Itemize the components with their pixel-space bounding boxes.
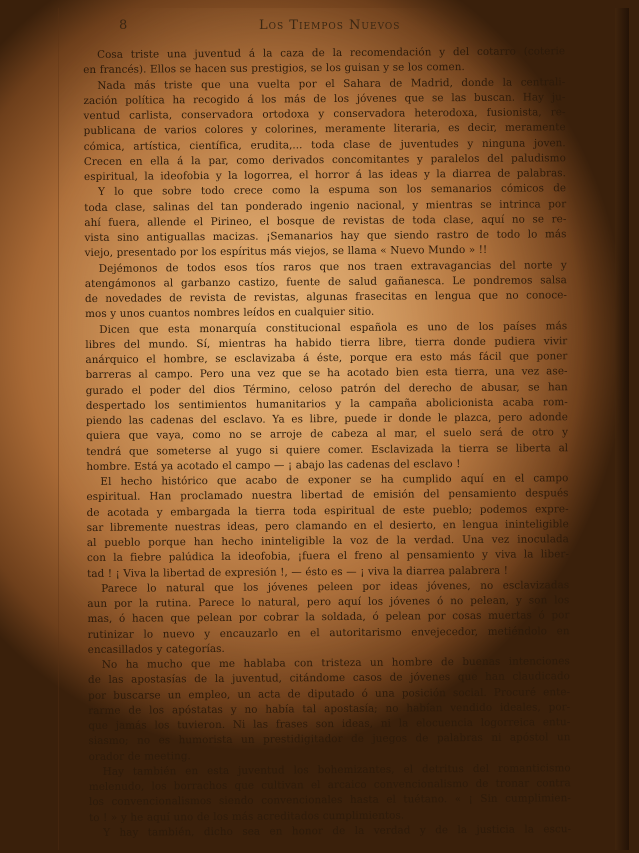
text-line: Hay también en esta juventud los bohemizantes, el detritus del romanticismo	[102, 761, 571, 778]
text-line: atengámonos al garbanzo castizo, fuente de salud gañanesca. Le pondremos salsa	[84, 273, 567, 290]
text-line: que jamás los tuvieron. Ni las frases son ideas, ni la elocuencia logorreica entu-	[88, 716, 571, 732]
text-line: tad ! ¡ Viva la libertad de expresión !, — ésto es — ¡ viva la diarrea palabrera !	[87, 564, 509, 580]
text-line: No ha mucho que me hablaba con tristeza un hombre de buenas intenciones	[101, 655, 570, 671]
text-line: de las apostasías de la juventud, citándome casos de jóvenes que han claudicado	[87, 670, 570, 687]
text-line: gurado el poder del dios Término, celoso patrón del derecho de abusar, se han	[85, 380, 568, 397]
text-line: barreras al campo. Pero una vez que se ha acotado bien esta tierra, una vez ase-	[85, 365, 568, 382]
text-line: siasmo; no es humorista un prestidigitador de juegos de palabras ni apóstol un	[88, 731, 571, 748]
text-line: ventud carlista, conservadora ortodoxa y conservadora heterodoxa, fusionista, re-	[83, 106, 566, 122]
text-line: Crecen en ella á la par, como derivados concomitantes y paralelos del paludismo	[83, 151, 566, 168]
text-line: al pueblo porque han hecho ininteligible la voz de la verdad. Una vez inoculada	[86, 533, 569, 549]
text-line: Dejémonos de todos esos tíos raros que nos traen extravagancias del norte y	[98, 258, 567, 275]
text-line: despertado los sentimientos humanitarios y la campaña abolicionista acaba rom-	[85, 395, 568, 412]
text-line: publicana de varios colores y colorines, meramente literaria, es decir, meramente	[83, 121, 566, 138]
page-number: 8	[119, 18, 128, 33]
text-line: to ! » y he aquí uno de los más acreditados cumplimientos.	[88, 809, 405, 824]
text-line: Cosa triste una juventud á la caza de la recomendación y del cotarro (coterie	[97, 45, 566, 61]
text-line: encasillados y categorías.	[87, 642, 225, 656]
journal-title: Los Tiempos Nuevos	[259, 18, 401, 33]
text-line: viejo, presentado por los espíritus más viejos, se llama « Nuevo Mundo » !!	[84, 244, 488, 260]
text-line: zación política ha recogido á los más de los jóvenes que se las buscan. Hay ju-	[83, 90, 566, 107]
text-line: anárquico el hombre, se esclavizaba á éste, porque era esto más fácil que poner	[85, 350, 568, 366]
text-line: cómica, artística, científica, erudita,... toda clase de juventudes y ninguna joven.	[83, 136, 566, 153]
text-line: melenudo, los borrachos que cultivan el arcaico convencionalismo de tronar contra	[88, 777, 571, 793]
text-line: aun por la rutina. Parece lo natural, pero aquí los jóvenes ó no pelean, y son los	[87, 594, 570, 610]
book-page	[58, 8, 615, 850]
text-line: mos y unos cuantos nombres leídos en cualquier sitio.	[85, 305, 375, 321]
text-line: Y lo que sobre todo crece como la espuma son los semanarios cómicos de	[98, 182, 567, 199]
running-head	[59, 18, 615, 36]
text-line: sar libremente nuestras ideas, pero clamando en el desierto, en lengua ininteligible	[86, 517, 569, 534]
text-line: rutinizar lo nuevo y encauzarlo en el autoritarismo envejecedor, metiéndolo en	[87, 624, 570, 641]
text-line: vista sino antiguallas macizas. ¡Semanarios hay que siendo rastro de todo lo más	[84, 228, 567, 244]
text-line: en francés). Ellos se hacen sus prestigios, se los guisan y se los comen.	[83, 61, 465, 77]
text-line: rarme de los apóstatas y no había tal apostasía; no habían vendido ideales, por-	[88, 700, 571, 717]
text-line: Dicen que esta monarquía constitucional española es uno de los países más	[99, 319, 568, 336]
text-line: los convencionalismos siendo convencionales hasta el tuétano. « ¡ Sin cumplimien-	[88, 792, 571, 809]
text-line: hombre. Está ya acotado el campo — ¡ abajo las cadenas del esclavo !	[86, 457, 461, 473]
text-line: Nada más triste que una vuelta por el Sahara de Madrid, donde la centrali-	[97, 75, 566, 92]
text-line: de novedades de revista de revistas, algunas frasecitas en lengua que no conoce-	[84, 289, 568, 305]
text-line: tendrá que someterse al yugo si quiere comer. Esclavizada la tierra se liberta al	[86, 441, 569, 458]
text-line: El hecho histórico que acabo de exponer se ha cumplido aquí en el campo	[100, 472, 569, 488]
text-line: espiritual. Han proclamado nuestra libertad de emisión del pensamiento después	[86, 487, 569, 504]
text-line: quiera que vaya, como no se arroje de cabeza al mar, el suelo será de otro y	[86, 426, 569, 443]
text-line: Parece lo natural que los jóvenes peleen por ideas jóvenes, no esclavizadas	[101, 578, 570, 595]
text-line: Y hay también, dicho sea en honor de la verdad y de la justicia la escu-	[103, 822, 572, 839]
text-line: ahí fuera, allende el Pirineo, el bosque de revistas de toda clase, aquí no se re-	[84, 212, 567, 229]
text-line: toda clase, salinas del tan ponderado ingenio nacional, y mientras se intrinca por	[84, 197, 567, 214]
text-line: libres del mundo. Sí, mientras ha habido tierra libre, tierra donde pudiera vivir	[85, 334, 568, 351]
text-line: mas, ó hacen que pelean por cobrar la soldada, ó pelean por cosas muertas ó por	[87, 609, 570, 626]
text-line: espiritual, la ideofobia y la logorrea, el horror á las ideas y la diarrea de palabras.	[83, 167, 567, 183]
text-line: con la fiebre palúdica la ideofobia, ¡fuera el freno al pensamiento y viva la liber-	[86, 548, 570, 565]
article-body	[83, 44, 571, 841]
text-line: orador de meeting.	[88, 749, 191, 763]
text-line: por buscarse un empleo, un acta de diputado ó una posición social. Procuré ente-	[88, 685, 571, 702]
text-line: piendo las cadenas del esclavo. Ya es libre, puede ir donde le plazca, pero adonde	[85, 411, 568, 427]
text-line: de acotada y embargada la tierra toda espiritual de este pueblo; podemos expre-	[86, 502, 569, 519]
